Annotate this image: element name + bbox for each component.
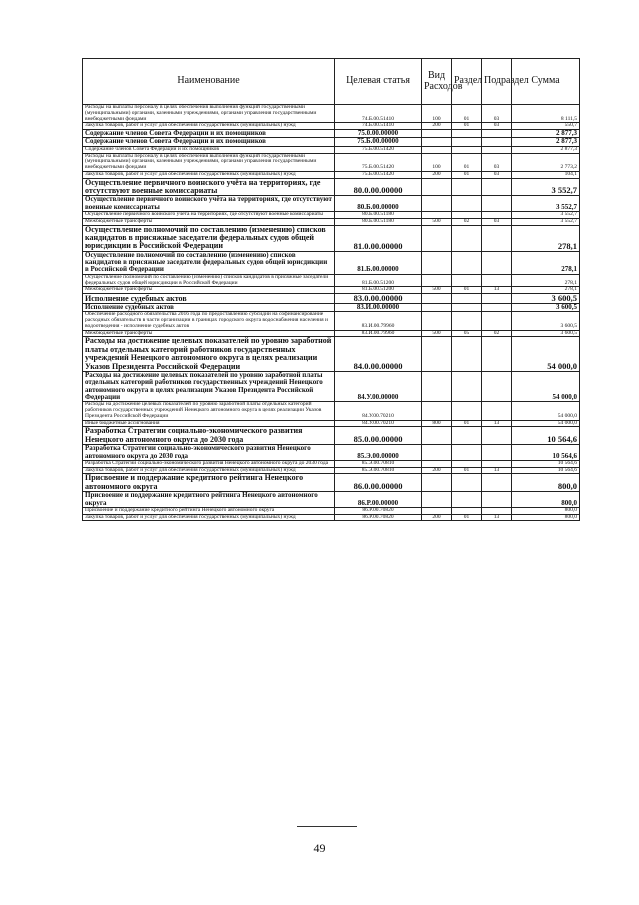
row-section: 01 — [452, 467, 482, 474]
row-amount: 10 564,6 — [512, 467, 580, 474]
row-target-code: 75.Б.00.51420 — [335, 171, 422, 178]
row-expense-type: 100 — [422, 153, 452, 171]
row-subsection: 13 — [482, 467, 512, 474]
header-amount: Сумма — [512, 59, 580, 105]
row-name: Присвоение и поддержание кредитного рейтинга Ненецкого автономного округа — [83, 474, 335, 492]
row-target-code: 84.0.00.00000 — [335, 337, 422, 372]
table-row — [83, 474, 580, 492]
row-amount: 278,1 — [512, 251, 580, 274]
row-target-code: 80.Б.00.00000 — [335, 196, 422, 212]
row-expense-type — [422, 178, 452, 196]
row-amount: 800,0 — [512, 507, 580, 514]
header-subsection: Подраздел — [482, 59, 512, 105]
row-amount: 2 773,2 — [512, 153, 580, 171]
row-expense-type — [422, 337, 452, 372]
row-target-code: 81.Б.00.00000 — [335, 251, 422, 274]
table-row — [83, 312, 580, 330]
row-expense-type — [422, 474, 452, 492]
row-amount: 800,0 — [512, 514, 580, 521]
row-amount: 10 564,6 — [512, 427, 580, 445]
row-section — [452, 337, 482, 372]
row-target-code: 86.Р.00.70820 — [335, 507, 422, 514]
row-subsection — [482, 474, 512, 492]
budget-table — [82, 58, 580, 521]
row-name: Исполнение судебных актов — [83, 304, 335, 312]
row-section — [452, 178, 482, 196]
row-name: Осуществление полномочий по составлению (изменению) списков кандидатов в присяжные заседатели федеральных судов общей юрисдикции в Российской Федерации — [83, 225, 335, 251]
row-name: Обеспечение расходного обязательства 2016 года по предоставлению субсидии на софинансирование расходных обязательств в части организации в границах городского округа водоснабжения населения и водоотведения - исполнение судебных актов — [83, 312, 335, 330]
row-name: Разработка Стратегии социально-экономического развития Ненецкого автономного округа до 2030 года — [83, 460, 335, 467]
row-section — [452, 294, 482, 304]
row-target-code: 83.0.00.00000 — [335, 294, 422, 304]
row-section — [452, 402, 482, 420]
table-row — [83, 427, 580, 445]
row-section — [452, 130, 482, 138]
table-row — [83, 514, 580, 521]
row-expense-type — [422, 445, 452, 461]
row-subsection — [482, 138, 512, 146]
row-amount: 104,1 — [512, 171, 580, 178]
row-target-code: 83.И.00.79960 — [335, 330, 422, 337]
header-name: Наименование — [83, 59, 335, 105]
row-expense-type — [422, 312, 452, 330]
table-header-row — [83, 59, 580, 105]
row-target-code: 81.0.00.00000 — [335, 225, 422, 251]
row-name: Межбюджетные трансферты — [83, 287, 335, 294]
row-target-code: 75.Б.00.00000 — [335, 138, 422, 146]
row-expense-type — [422, 371, 452, 401]
row-section — [452, 371, 482, 401]
row-amount: 54 000,0 — [512, 402, 580, 420]
table-row — [83, 138, 580, 146]
row-expense-type — [422, 251, 452, 274]
row-name: Исполнение судебных актов — [83, 294, 335, 304]
row-name: Осуществление первичного воинского учета на территориях, где отсутствуют военные комиссариаты — [83, 212, 335, 219]
row-target-code: 84.У.00.70210 — [335, 420, 422, 427]
row-amount: 3 552,7 — [512, 218, 580, 225]
row-expense-type — [422, 274, 452, 287]
row-section: 01 — [452, 123, 482, 130]
row-name: Разработка Стратегии социально-экономического развития Ненецкого автономного округа до 2030 года — [83, 445, 335, 461]
row-target-code: 81.Б.00.51200 — [335, 274, 422, 287]
row-name: Межбюджетные трансферты — [83, 218, 335, 225]
row-subsection — [482, 178, 512, 196]
row-name: Осуществление первичного воинского учёта на территориях, где отсутствуют военные комиссариаты — [83, 178, 335, 196]
row-target-code: 80.Б.00.51180 — [335, 212, 422, 219]
row-target-code: 75.0.00.00000 — [335, 130, 422, 138]
table-row — [83, 445, 580, 461]
row-name: Закупка товаров, работ и услуг для обеспечения государственных (муниципальных) нужд — [83, 123, 335, 130]
row-section — [452, 225, 482, 251]
header-section: Раздел — [452, 59, 482, 105]
table-row — [83, 251, 580, 274]
row-section: 01 — [452, 105, 482, 123]
page-divider — [297, 826, 357, 827]
row-target-code: 83.И.00.79960 — [335, 312, 422, 330]
row-amount: 3 600,5 — [512, 330, 580, 337]
row-expense-type — [422, 130, 452, 138]
row-expense-type: 100 — [422, 105, 452, 123]
row-target-code: 84.У.00.00000 — [335, 371, 422, 401]
row-amount: 278,1 — [512, 225, 580, 251]
row-subsection — [482, 445, 512, 461]
row-expense-type: 200 — [422, 123, 452, 130]
row-section: 02 — [452, 218, 482, 225]
row-name: Расходы на достижение целевых показателей по уровню заработной платы отдельных категорий работников государственных учреждений Ненецкого автономного округа в целях реализации Указов Президента Российской Федерации — [83, 337, 335, 372]
table-row — [83, 492, 580, 508]
table-row — [83, 153, 580, 171]
row-subsection — [482, 492, 512, 508]
row-subsection: 03 — [482, 123, 512, 130]
table-row — [83, 294, 580, 304]
row-target-code: 75.Б.00.51420 — [335, 146, 422, 153]
row-amount: 3 552,7 — [512, 196, 580, 212]
row-amount: 54 000,0 — [512, 420, 580, 427]
row-section — [452, 445, 482, 461]
row-subsection — [482, 274, 512, 287]
row-name: Осуществление первичного воинского учёта на территориях, где отсутствуют военные комиссариаты — [83, 196, 335, 212]
row-name: Содержание членов Совета Федерации и их помощников — [83, 146, 335, 153]
row-target-code: 86.0.00.00000 — [335, 474, 422, 492]
row-section: 01 — [452, 287, 482, 294]
row-amount: 3 600,5 — [512, 294, 580, 304]
row-amount: 54 000,0 — [512, 371, 580, 401]
row-name: Содержание членов Совета Федерации и их помощников — [83, 130, 335, 138]
row-expense-type — [422, 402, 452, 420]
row-expense-type — [422, 427, 452, 445]
row-target-code: 86.Р.00.70820 — [335, 514, 422, 521]
row-target-code: 85.Э.00.70810 — [335, 467, 422, 474]
row-subsection: 03 — [482, 218, 512, 225]
row-subsection: 03 — [482, 153, 512, 171]
row-target-code: 80.0.00.00000 — [335, 178, 422, 196]
table-row — [83, 287, 580, 294]
page-number: 49 — [313, 841, 326, 855]
row-amount: 3 552,7 — [512, 212, 580, 219]
table-row — [83, 402, 580, 420]
row-subsection: 03 — [482, 105, 512, 123]
row-name: Иные бюджетные ассигнования — [83, 420, 335, 427]
row-subsection — [482, 225, 512, 251]
row-section — [452, 146, 482, 153]
row-amount: 3 600,5 — [512, 304, 580, 312]
row-expense-type — [422, 304, 452, 312]
row-subsection — [482, 337, 512, 372]
row-subsection — [482, 146, 512, 153]
table-row — [83, 274, 580, 287]
row-target-code: 75.Б.00.51420 — [335, 153, 422, 171]
row-expense-type: 200 — [422, 171, 452, 178]
row-name: Межбюджетные трансферты — [83, 330, 335, 337]
row-amount: 800,0 — [512, 492, 580, 508]
row-subsection — [482, 402, 512, 420]
row-expense-type — [422, 492, 452, 508]
row-section — [452, 304, 482, 312]
row-name: Закупка товаров, работ и услуг для обеспечения государственных (муниципальных) нужд — [83, 171, 335, 178]
table-row — [83, 146, 580, 153]
table-row — [83, 105, 580, 123]
table-row — [83, 196, 580, 212]
row-target-code: 74.Б.00.51410 — [335, 123, 422, 130]
row-name: Осуществление полномочий по составлению (изменению) списков кандидатов в присяжные заседатели федеральных судов общей юрисдикции в Российской Федерации — [83, 251, 335, 274]
row-expense-type — [422, 138, 452, 146]
row-subsection — [482, 130, 512, 138]
row-subsection — [482, 294, 512, 304]
row-amount: 3 552,7 — [512, 178, 580, 196]
row-section — [452, 474, 482, 492]
row-expense-type: 200 — [422, 467, 452, 474]
row-amount: 800,0 — [512, 474, 580, 492]
row-expense-type — [422, 146, 452, 153]
row-amount: 10 564,6 — [512, 445, 580, 461]
row-expense-type: 500 — [422, 287, 452, 294]
table-row — [83, 178, 580, 196]
row-target-code: 74.Б.00.51410 — [335, 105, 422, 123]
row-section: 05 — [452, 330, 482, 337]
row-subsection — [482, 371, 512, 401]
row-section: 01 — [452, 153, 482, 171]
row-subsection — [482, 427, 512, 445]
row-subsection — [482, 196, 512, 212]
row-amount: 2 877,3 — [512, 146, 580, 153]
row-amount: 2 877,3 — [512, 130, 580, 138]
row-subsection — [482, 304, 512, 312]
row-section — [452, 274, 482, 287]
row-name: Расходы на достижение целевых показателей по уровню заработной платы отдельных категорий работников государственных учреждений Ненецкого автономного округа в целях реализации Указов Президента Российской Федерации — [83, 371, 335, 401]
row-section — [452, 312, 482, 330]
row-subsection: 13 — [482, 420, 512, 427]
row-subsection: 13 — [482, 287, 512, 294]
row-target-code: 85.0.00.00000 — [335, 427, 422, 445]
row-target-code: 86.Р.00.00000 — [335, 492, 422, 508]
row-amount: 2 877,3 — [512, 138, 580, 146]
table-row — [83, 212, 580, 219]
row-subsection — [482, 312, 512, 330]
row-amount: 10 564,6 — [512, 460, 580, 467]
row-section — [452, 196, 482, 212]
row-section: 01 — [452, 171, 482, 178]
row-amount: 278,1 — [512, 287, 580, 294]
row-section: 01 — [452, 514, 482, 521]
row-target-code: 84.У.00.70210 — [335, 402, 422, 420]
row-name: Присвоение и поддержание кредитного рейтинга Ненецкого автономного округа — [83, 492, 335, 508]
row-subsection: 13 — [482, 514, 512, 521]
row-target-code: 85.Э.00.70810 — [335, 460, 422, 467]
row-amount: 550,7 — [512, 123, 580, 130]
row-name: Разработка Стратегии социально-экономического развития Ненецкого автономного округа до 2030 года — [83, 427, 335, 445]
row-amount: 3 600,5 — [512, 312, 580, 330]
row-section: 01 — [452, 420, 482, 427]
row-name: Расходы на достижение целевых показателей по уровню заработной платы отдельных категорий работников государственных учреждений Ненецкого автономного округа в целях реализации Указов Президента Российской Федерации — [83, 402, 335, 420]
row-amount: 278,1 — [512, 274, 580, 287]
row-expense-type: 500 — [422, 330, 452, 337]
row-name: Содержание членов Совета Федерации и их помощников — [83, 138, 335, 146]
row-name: Осуществление полномочий по составлению (изменению) списков кандидатов в присяжные заседатели федеральных судов общей юрисдикции в Российской Федерации — [83, 274, 335, 287]
row-target-code: 81.Б.00.51200 — [335, 287, 422, 294]
row-expense-type: 800 — [422, 420, 452, 427]
table-row — [83, 337, 580, 372]
row-amount: 54 000,0 — [512, 337, 580, 372]
row-subsection — [482, 251, 512, 274]
row-name: Расходы на выплаты персоналу в целях обеспечения выполнения функций государственными (муниципальными) органами, казенными учреждениями, органами управления государственными внебюджетными фондами — [83, 105, 335, 123]
row-target-code: 85.Э.00.00000 — [335, 445, 422, 461]
row-section — [452, 427, 482, 445]
row-subsection: 02 — [482, 330, 512, 337]
row-section — [452, 492, 482, 508]
row-name: Закупка товаров, работ и услуг для обеспечения государственных (муниципальных) нужд — [83, 514, 335, 521]
row-name: Расходы на выплаты персоналу в целях обеспечения выполнения функций государственными (муниципальными) органами, казенными учреждениями, органами управления государственными внебюджетными фондами — [83, 153, 335, 171]
header-expense-type: Вид Расходов — [422, 59, 452, 105]
row-expense-type — [422, 196, 452, 212]
table-row — [83, 371, 580, 401]
row-expense-type — [422, 294, 452, 304]
row-subsection: 03 — [482, 171, 512, 178]
table-row — [83, 225, 580, 251]
row-name: Закупка товаров, работ и услуг для обеспечения государственных (муниципальных) нужд — [83, 467, 335, 474]
row-name: Присвоение и поддержание кредитного рейтинга Ненецкого автономного округа — [83, 507, 335, 514]
row-section — [452, 251, 482, 274]
row-target-code: 83.И.00.00000 — [335, 304, 422, 312]
header-target-article: Целевая статья — [335, 59, 422, 105]
row-target-code: 80.Б.00.51180 — [335, 218, 422, 225]
row-expense-type — [422, 225, 452, 251]
row-expense-type: 200 — [422, 514, 452, 521]
row-section — [452, 138, 482, 146]
row-amount: 8 111,5 — [512, 105, 580, 123]
row-expense-type: 500 — [422, 218, 452, 225]
